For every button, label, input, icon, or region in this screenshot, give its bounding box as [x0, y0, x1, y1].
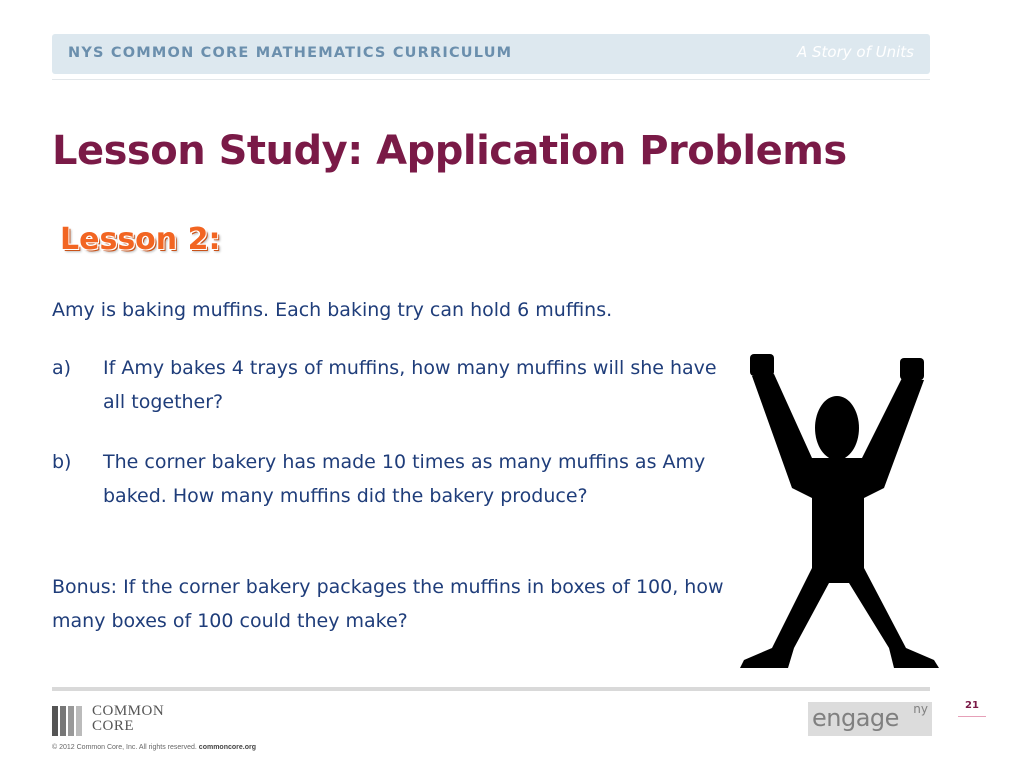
page-number: 21: [965, 700, 979, 711]
question-letter: b): [52, 451, 72, 473]
copyright-link[interactable]: commoncore.org: [198, 744, 256, 751]
problem-intro: Amy is baking muffins. Each baking try can hold 6 muffins.: [52, 299, 613, 321]
lesson-label: Lesson 2:: [60, 222, 221, 257]
common-core-logo: [52, 704, 192, 738]
engage-text: engage: [812, 704, 899, 732]
stick-figure-arms-up-icon: [734, 348, 944, 670]
common-core-bars-icon: [52, 706, 84, 736]
copyright-text: [52, 744, 256, 751]
question-letter: a): [52, 357, 72, 379]
copyright-notice: © 2012 Common Core, Inc. All rights reserved.: [52, 744, 197, 751]
footer-divider: [52, 687, 930, 691]
story-name: A Story of Units: [797, 43, 914, 61]
bonus-question: Bonus: If the corner bakery packages the muffins in boxes of 100, how many boxes of 100 could they make?: [52, 576, 724, 632]
logo-line-2: CORE: [92, 718, 135, 734]
question-a: [52, 351, 742, 419]
question-text: If Amy bakes 4 trays of muffins, how many muffins will she have all together?: [103, 357, 717, 413]
question-text: The corner bakery has made 10 times as many muffins as Amy baked. How many muffins did the bakery produce?: [103, 451, 706, 507]
engage-ny-logo: [808, 702, 932, 736]
page-number-underline: [958, 716, 986, 717]
header-bar: [52, 34, 930, 74]
header-divider: [52, 79, 930, 80]
curriculum-name: NYS COMMON CORE MATHEMATICS CURRICULUM: [68, 45, 513, 61]
slide-title: Lesson Study: Application Problems: [52, 128, 847, 174]
engage-ny-text: ny: [913, 702, 928, 716]
question-b: [52, 445, 742, 513]
logo-line-1: COMMON: [92, 703, 165, 719]
